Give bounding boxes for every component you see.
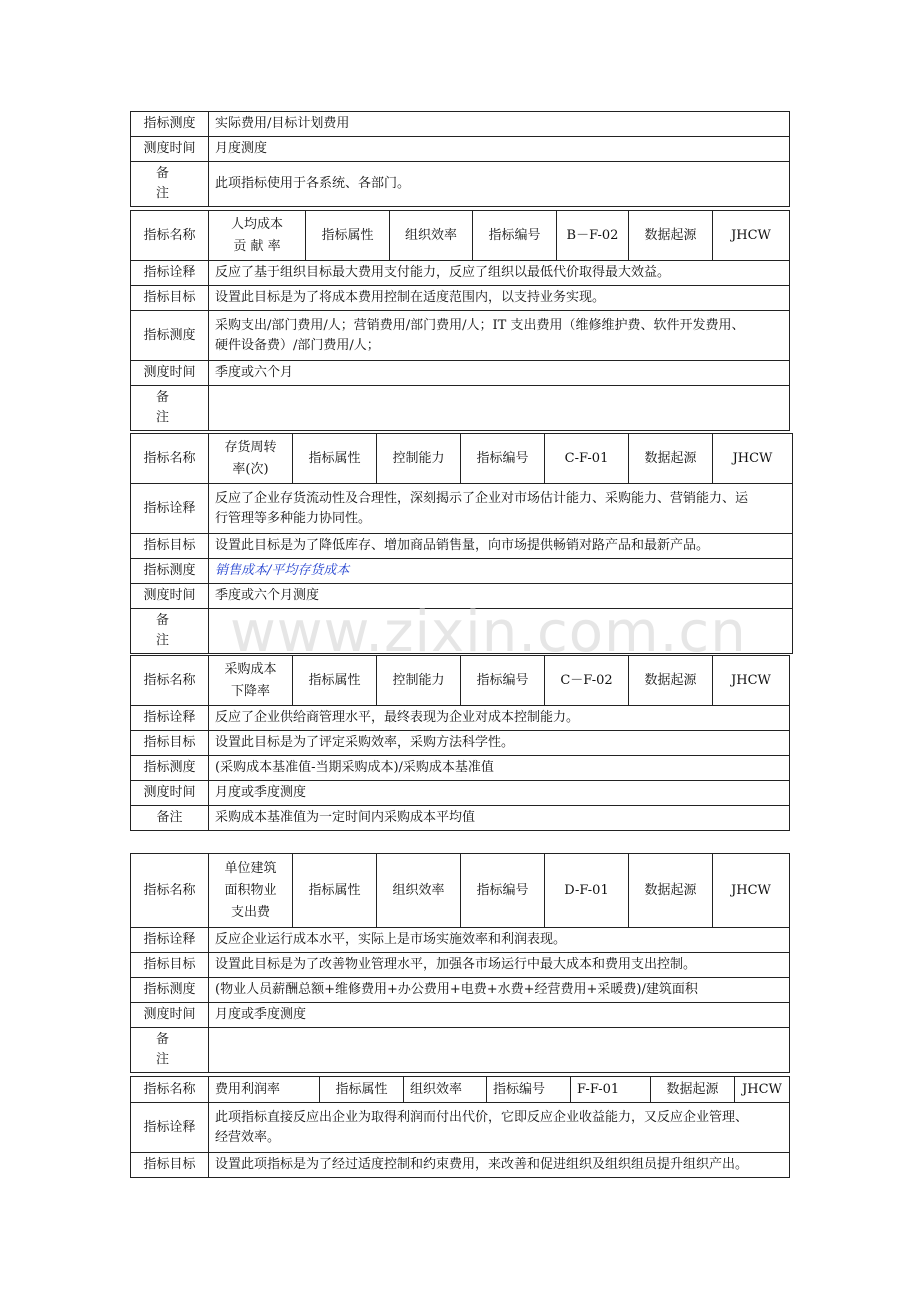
code-label: 指标编号 bbox=[461, 854, 545, 928]
source-value: JHCW bbox=[713, 434, 793, 484]
explain-value bbox=[209, 484, 793, 534]
measure-label: 指标测度 bbox=[131, 112, 209, 137]
note-value bbox=[209, 386, 790, 431]
explain-value bbox=[209, 1103, 790, 1153]
table-row bbox=[131, 286, 790, 311]
code-label: 指标编号 bbox=[461, 434, 545, 484]
attr-label: 指标属性 bbox=[293, 656, 377, 706]
table-row bbox=[131, 484, 793, 534]
table-row bbox=[131, 609, 793, 654]
table-row bbox=[131, 806, 790, 831]
table-row bbox=[131, 137, 790, 162]
time-value: 月度测度 bbox=[209, 137, 790, 162]
source-label: 数据起源 bbox=[629, 211, 713, 261]
attr-label: 指标属性 bbox=[293, 854, 377, 928]
watermark-text: www.zixin.com.cn bbox=[230, 600, 747, 665]
code-value: C－F-02 bbox=[545, 656, 629, 706]
goal-label: 指标目标 bbox=[131, 286, 209, 311]
name-label: 指标名称 bbox=[131, 656, 209, 706]
explain-line-1: 反应了企业存货流动性及合理性，深刻揭示了企业对市场估计能力、采购能力、营销能力、运 bbox=[215, 490, 749, 506]
explain-line-2: 行管理等多种能力协同性。 bbox=[215, 510, 372, 526]
table-row bbox=[131, 162, 790, 207]
table-row bbox=[131, 534, 793, 559]
measure-value: (采购成本基准值-当期采购成本)/采购成本基准值 bbox=[209, 756, 790, 781]
table-row bbox=[131, 1028, 790, 1073]
explain-value: 反应了基于组织目标最大费用支付能力，反应了组织以最低代价取得最大效益。 bbox=[209, 261, 790, 286]
attr-value: 组织效率 bbox=[404, 1077, 487, 1103]
attr-label: 指标属性 bbox=[293, 434, 377, 484]
table-row bbox=[131, 978, 790, 1003]
time-value: 月度或季度测度 bbox=[209, 1003, 790, 1028]
goal-value: 设置此目标是为了改善物业管理水平，加强各市场运行中最大成本和费用支出控制。 bbox=[209, 953, 790, 978]
time-label: 测度时间 bbox=[131, 584, 209, 609]
time-label: 测度时间 bbox=[131, 1003, 209, 1028]
table-row bbox=[131, 656, 790, 706]
note-value: 此项指标使用于各系统、各部门。 bbox=[209, 162, 790, 207]
name-line-1: 存货周转 bbox=[224, 439, 277, 455]
note-label: 备 注 bbox=[131, 162, 209, 207]
name-value bbox=[209, 656, 293, 706]
note-label: 备 注 bbox=[131, 386, 209, 431]
measure-label: 指标测度 bbox=[131, 311, 209, 361]
code-value: C-F-01 bbox=[545, 434, 629, 484]
measure-value bbox=[209, 559, 793, 584]
name-line-3: 支出费 bbox=[230, 904, 270, 920]
measure-label: 指标测度 bbox=[131, 978, 209, 1003]
name-value: 费用利润率 bbox=[209, 1077, 320, 1103]
name-label: 指标名称 bbox=[131, 211, 209, 261]
explain-label: 指标诠释 bbox=[131, 706, 209, 731]
time-label: 测度时间 bbox=[131, 361, 209, 386]
kpi-table-per-capita-cost bbox=[130, 210, 790, 431]
kpi-table-cost-ratio-tail bbox=[130, 111, 790, 207]
time-label: 测度时间 bbox=[131, 137, 209, 162]
measure-label: 指标测度 bbox=[131, 756, 209, 781]
name-line-1: 采购成本 bbox=[224, 661, 277, 677]
source-value: JHCW bbox=[735, 1077, 790, 1103]
time-value: 月度或季度测度 bbox=[209, 781, 790, 806]
note-label: 备 注 bbox=[131, 1028, 209, 1073]
note-label: 备 注 bbox=[131, 609, 209, 654]
name-line-2: 面积物业 bbox=[224, 882, 277, 898]
source-value: JHCW bbox=[713, 854, 790, 928]
goal-value: 设置此目标是为了将成本费用控制在适度范围内，以支持业务实现。 bbox=[209, 286, 790, 311]
name-value bbox=[209, 434, 293, 484]
explain-line-2: 经营效率。 bbox=[215, 1129, 281, 1145]
name-line-2: 下降率 bbox=[230, 683, 270, 699]
attr-value: 组织效率 bbox=[390, 211, 473, 261]
note-value: 采购成本基准值为一定时间内采购成本平均值 bbox=[209, 806, 790, 831]
name-value bbox=[209, 211, 306, 261]
table-row bbox=[131, 559, 793, 584]
table-row bbox=[131, 1077, 790, 1103]
explain-label: 指标诠释 bbox=[131, 928, 209, 953]
goal-label: 指标目标 bbox=[131, 731, 209, 756]
kpi-table-expense-profit-rate bbox=[130, 1076, 790, 1178]
note-value bbox=[209, 609, 793, 654]
code-value: F-F-01 bbox=[571, 1077, 651, 1103]
attr-value: 控制能力 bbox=[377, 434, 461, 484]
time-value: 季度或六个月 bbox=[209, 361, 790, 386]
goal-label: 指标目标 bbox=[131, 953, 209, 978]
table-row bbox=[131, 854, 790, 928]
table-row bbox=[131, 1153, 790, 1178]
table-row bbox=[131, 1003, 790, 1028]
table-row bbox=[131, 1103, 790, 1153]
attr-label: 指标属性 bbox=[306, 211, 390, 261]
goal-value: 设置此目标是为了降低库存、增加商品销售量，向市场提供畅销对路产品和最新产品。 bbox=[209, 534, 793, 559]
source-value: JHCW bbox=[713, 211, 790, 261]
table-row bbox=[131, 928, 790, 953]
source-label: 数据起源 bbox=[651, 1077, 735, 1103]
attr-value: 组织效率 bbox=[377, 854, 461, 928]
explain-label: 指标诠释 bbox=[131, 484, 209, 534]
measure-value: (物业人员薪酬总额+维修费用+办公费用+电费+水费+经营费用+采暖费)/建筑面积 bbox=[209, 978, 790, 1003]
table-row bbox=[131, 731, 790, 756]
explain-label: 指标诠释 bbox=[131, 1103, 209, 1153]
measure-line-1: 采购支出/部门费用/人；营销费用/部门费用/人；IT 支出费用（维修维护费、软件开发费用、 bbox=[215, 317, 745, 333]
explain-value: 反应了企业供给商管理水平，最终表现为企业对成本控制能力。 bbox=[209, 706, 790, 731]
name-line-1: 人均成本 bbox=[230, 216, 283, 232]
attr-label: 指标属性 bbox=[320, 1077, 404, 1103]
table-row bbox=[131, 261, 790, 286]
name-line-2: 贡 献 率 bbox=[233, 238, 281, 254]
table-row bbox=[131, 311, 790, 361]
measure-label: 指标测度 bbox=[131, 559, 209, 584]
time-value: 季度或六个月测度 bbox=[209, 584, 793, 609]
goal-label: 指标目标 bbox=[131, 534, 209, 559]
note-label: 备注 bbox=[131, 806, 209, 831]
table-row bbox=[131, 584, 793, 609]
source-label: 数据起源 bbox=[629, 434, 713, 484]
table-row bbox=[131, 386, 790, 431]
name-line-1: 单位建筑 bbox=[224, 860, 277, 876]
time-label: 测度时间 bbox=[131, 781, 209, 806]
table-row bbox=[131, 361, 790, 386]
kpi-table-inventory-turnover bbox=[130, 433, 793, 654]
explain-label: 指标诠释 bbox=[131, 261, 209, 286]
code-value: D-F-01 bbox=[545, 854, 629, 928]
table-row bbox=[131, 706, 790, 731]
source-label: 数据起源 bbox=[629, 854, 713, 928]
goal-value: 设置此项指标是为了经过适度控制和约束费用，来改善和促进组织及组织组员提升组织产出。 bbox=[209, 1153, 790, 1178]
explain-value: 反应企业运行成本水平，实际上是市场实施效率和利润表现。 bbox=[209, 928, 790, 953]
table-row bbox=[131, 781, 790, 806]
note-value bbox=[209, 1028, 790, 1073]
measure-link-text[interactable]: 销售成本/平均存货成本 bbox=[215, 563, 350, 578]
table-row bbox=[131, 211, 790, 261]
source-label: 数据起源 bbox=[629, 656, 713, 706]
table-row bbox=[131, 434, 793, 484]
table-row bbox=[131, 953, 790, 978]
name-value bbox=[209, 854, 293, 928]
code-label: 指标编号 bbox=[461, 656, 545, 706]
code-label: 指标编号 bbox=[487, 1077, 571, 1103]
measure-line-2: 硬件设备费）/部门费用/人； bbox=[215, 337, 380, 353]
name-line-2: 率(次) bbox=[232, 461, 269, 477]
explain-line-1: 此项指标直接反应出企业为取得利润而付出代价，它即反应企业收益能力，又反应企业管理、 bbox=[215, 1109, 749, 1125]
name-label: 指标名称 bbox=[131, 434, 209, 484]
code-label: 指标编号 bbox=[473, 211, 557, 261]
name-label: 指标名称 bbox=[131, 1077, 209, 1103]
kpi-table-purchase-cost-decline bbox=[130, 655, 790, 831]
table-row bbox=[131, 756, 790, 781]
name-label: 指标名称 bbox=[131, 854, 209, 928]
attr-value: 控制能力 bbox=[377, 656, 461, 706]
source-value: JHCW bbox=[713, 656, 790, 706]
code-value: B－F-02 bbox=[557, 211, 629, 261]
table-row bbox=[131, 112, 790, 137]
measure-value bbox=[209, 311, 790, 361]
kpi-table-property-cost bbox=[130, 853, 790, 1073]
goal-label: 指标目标 bbox=[131, 1153, 209, 1178]
measure-value: 实际费用/目标计划费用 bbox=[209, 112, 790, 137]
goal-value: 设置此目标是为了评定采购效率，采购方法科学性。 bbox=[209, 731, 790, 756]
